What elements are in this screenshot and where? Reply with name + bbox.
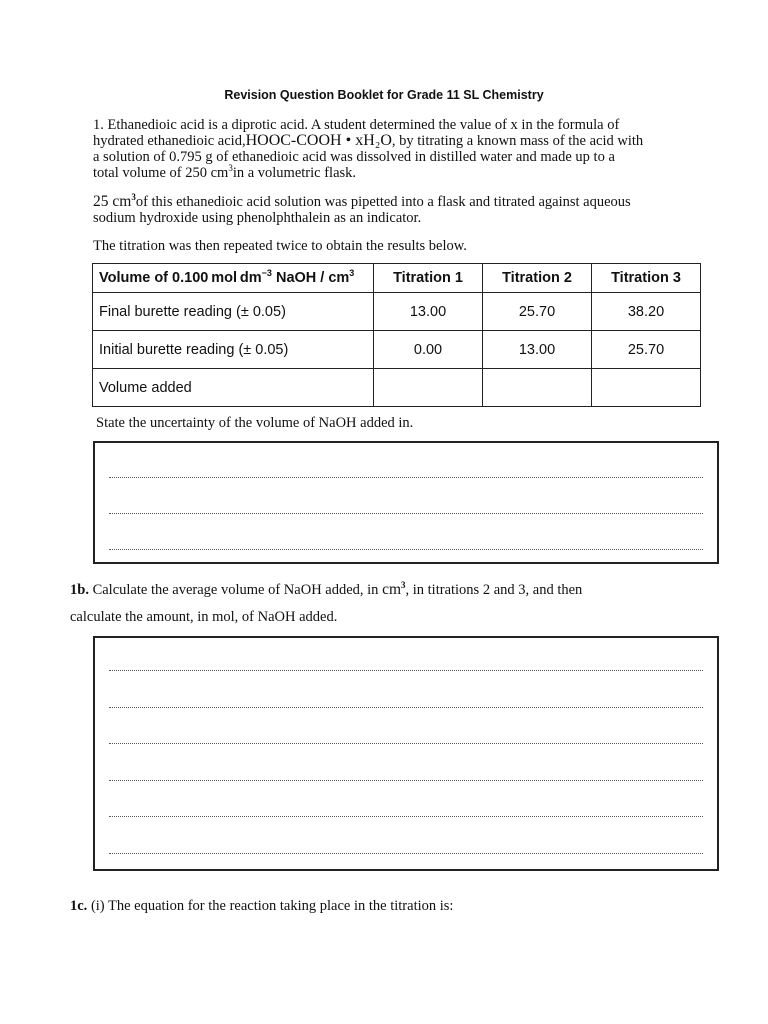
q1b-unit: cm: [382, 581, 401, 598]
q1-line-1: 1. Ethanedioic acid is a diprotic acid. A student determined the value of x in the formula of: [93, 117, 620, 133]
hydrated-acid-formula: HOOC-COOH • xH₂O: [245, 132, 392, 149]
q1-line-4-post: in a volumetric flask.: [232, 165, 357, 181]
q1-line-2: [93, 133, 733, 149]
q1-line-2-pre: hydrated ethanedioic acid,: [93, 133, 246, 149]
question-1a-prompt: State the uncertainty of the volume of NaOH added in.: [96, 415, 414, 431]
question-1-text: [93, 117, 733, 181]
table-row-volume-added: [93, 369, 701, 407]
p2-line-1: of this ethanedioic acid solution was pipetted into a flask and titrated against aqueous: [135, 194, 631, 210]
q1-line-3: a solution of 0.795 g of ethanedioic acid was dissolved in distilled water and made up to a: [93, 149, 615, 165]
pipette-volume: 25 cm: [93, 193, 132, 210]
header-pre: Volume of 0.100 mol dm: [99, 270, 262, 286]
q1b-line-2: calculate the amount, in mol, of NaOH added.: [70, 609, 338, 625]
table-header-titration-2: Titration 2: [483, 264, 592, 293]
q1-line-4-sup: 3: [228, 163, 233, 174]
header-mid: NaOH / cm: [271, 270, 350, 286]
q1-line-4: [93, 165, 733, 181]
table-header-row: [93, 264, 701, 293]
titration-results-table: [92, 263, 701, 407]
table-cell: 25.70: [592, 331, 701, 369]
p2-line-2: sodium hydroxide using phenolphthalein as an indicator.: [93, 210, 422, 226]
answer-line: [109, 549, 703, 550]
q1-line-2-post: , by titrating a known mass of the acid with: [391, 133, 644, 149]
table-header-titration-3: Titration 3: [592, 264, 701, 293]
table-cell: 0.00: [374, 331, 483, 369]
answer-line: [109, 477, 703, 478]
answer-cell-titration-1[interactable]: [374, 369, 483, 407]
q1b-label: 1b.: [70, 582, 89, 598]
row-label: Initial burette reading (± 0.05): [93, 331, 374, 369]
answer-line: [109, 816, 703, 817]
answer-line: [109, 707, 703, 708]
answer-line: [109, 670, 703, 671]
question-1c: [70, 898, 453, 914]
q1-line-4-pre: total volume of 250 cm: [93, 165, 229, 181]
question-1-paragraph-3: The titration was then repeated twice to obtain the results below.: [93, 238, 467, 254]
row-label: Volume added: [93, 369, 374, 407]
answer-line: [109, 780, 703, 781]
answer-box-1a[interactable]: [93, 441, 719, 564]
question-1-paragraph-2: [93, 194, 733, 226]
pipette-volume-sup: 3: [131, 192, 136, 203]
answer-cell-titration-3[interactable]: [592, 369, 701, 407]
table-cell: 13.00: [483, 331, 592, 369]
q1c-text: (i) The equation for the reaction taking place in the titration is:: [87, 898, 454, 914]
table-row-initial: [93, 331, 701, 369]
header-sup-2: 3: [349, 268, 355, 279]
answer-line: [109, 743, 703, 744]
answer-cell-titration-2[interactable]: [483, 369, 592, 407]
q1b-unit-sup: 3: [401, 580, 406, 591]
table-cell: 38.20: [592, 293, 701, 331]
table-cell: 25.70: [483, 293, 592, 331]
q1b-line-1-pre: Calculate the average volume of NaOH added, in: [88, 582, 383, 598]
table-cell: 13.00: [374, 293, 483, 331]
answer-line: [109, 513, 703, 514]
table-header-volume: [93, 264, 374, 293]
answer-box-1b[interactable]: [93, 636, 719, 871]
answer-line: [109, 853, 703, 854]
page-title: Revision Question Booklet for Grade 11 SL Chemistry: [224, 88, 544, 102]
header-sup-1: −3: [261, 268, 272, 279]
table-header-titration-1: Titration 1: [374, 264, 483, 293]
q1c-label: 1c.: [70, 898, 88, 914]
q1b-line-1-post: , in titrations 2 and 3, and then: [405, 582, 583, 598]
table-row-final: [93, 293, 701, 331]
question-1b: [70, 582, 730, 625]
row-label: Final burette reading (± 0.05): [93, 293, 374, 331]
